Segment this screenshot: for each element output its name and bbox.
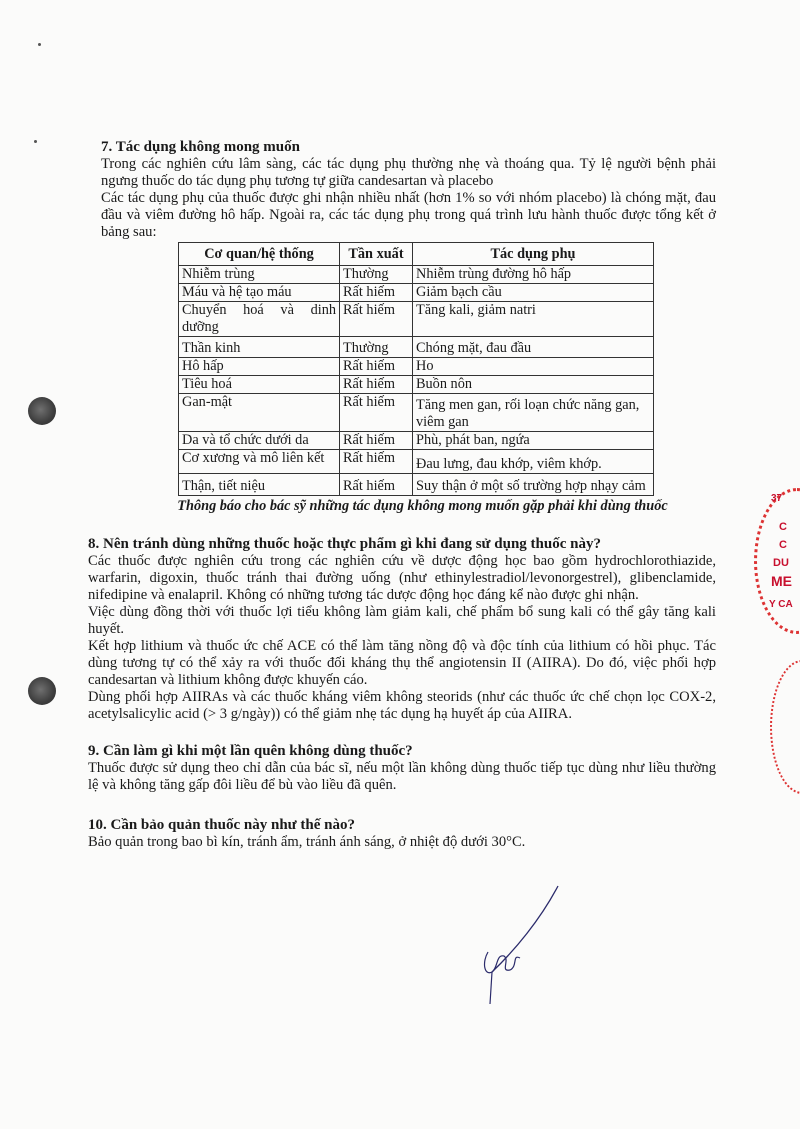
- table-row: [179, 432, 654, 450]
- section-title: 10. Cần bảo quản thuốc này như thế nào?: [88, 817, 355, 833]
- table-cell: Chóng mặt, đau đầu: [413, 337, 654, 358]
- table-cell: Buồn nôn: [413, 376, 654, 394]
- scan-speck: [38, 43, 41, 46]
- column-header: Tác dụng phụ: [413, 243, 654, 266]
- table-cell: Rất hiếm: [340, 284, 413, 302]
- table-caption: Thông báo cho bác sỹ những tác dụng không mong muốn gặp phải khi dùng thuốc: [177, 498, 668, 514]
- punch-hole: [28, 677, 56, 705]
- table-cell: Tiêu hoá: [179, 376, 340, 394]
- section-missed-dose: [88, 742, 716, 794]
- table-cell: Tăng men gan, rối loạn chức năng gan, viêm gan: [413, 394, 654, 432]
- table-cell: Nhiễm trùng: [179, 266, 340, 284]
- table-cell: Da và tổ chức dưới da: [179, 432, 340, 450]
- table-cell: Ho: [413, 358, 654, 376]
- table-cell: Máu và hệ tạo máu: [179, 284, 340, 302]
- paragraph: Bảo quản trong bao bì kín, tránh ẩm, tránh ánh sáng, ở nhiệt độ dưới 30°C.: [88, 834, 526, 850]
- table-cell: Giảm bạch cầu: [413, 284, 654, 302]
- table-cell: Thường: [340, 266, 413, 284]
- table-cell: Đau lưng, đau khớp, viêm khớp.: [413, 450, 654, 474]
- table-cell: Rất hiếm: [340, 432, 413, 450]
- scan-speck: [34, 140, 37, 143]
- stamp-text: DU: [773, 557, 789, 569]
- table-row: [179, 302, 654, 337]
- paragraph: Các thuốc được nghiên cứu trong các nghiên cứu về dược động học bao gồm hydrochlorothiazide, warfarin, digoxin, thuốc tránh thai đường uống (như ethinylestradiol/levonorgestrel), glibenclamide, nifedipine và enalapril. Không có những tương tác dược động học đáng kể nào được ghi nhận.: [88, 553, 716, 603]
- table-cell: Thường: [340, 337, 413, 358]
- table-header-row: [179, 243, 654, 266]
- stamp-text: 37: [771, 493, 783, 504]
- paragraph: Dùng phối hợp AIIRAs và các thuốc kháng viêm không steorids (như các thuốc ức chế chọn lọc COX-2, acetylsalicylic acid (> 3 g/ngày)) có thể giảm nhẹ tác dụng hạ huyết áp của AIIRA.: [88, 689, 716, 722]
- table-cell: Suy thận ở một số trường hợp nhạy cảm: [413, 474, 654, 496]
- paragraph: Kết hợp lithium và thuốc ức chế ACE có thể làm tăng nồng độ và độc tính của lithium có hồi phục. Tác dùng tương tự có thể xảy ra với thuốc đối kháng thụ thể angiotensin II (AIIRA). Do đó, việc phối hợp candesartan và lithium không được khuyến cáo.: [88, 638, 716, 688]
- stamp-text: C: [779, 539, 787, 551]
- paragraph: Trong các nghiên cứu lâm sàng, các tác dụng phụ thường nhẹ và thoáng qua. Tỷ lệ người bệnh phải ngưng thuốc do tác dụng phụ tương tự giữa candesartan và placebo: [101, 156, 716, 189]
- paragraph: Việc dùng đồng thời với thuốc lợi tiểu không làm giảm kali, chế phẩm bổ sung kali có thể gây tăng kali huyết.: [88, 604, 716, 637]
- paragraph: Các tác dụng phụ của thuốc được ghi nhận nhiều nhất (hơn 1% so với nhóm placebo) là chóng mặt, đau đầu và viêm đường hô hấp. Ngoài ra, các tác dụng phụ trong quá trình lưu hành thuốc được tổng kết ở bảng sau:: [101, 190, 716, 240]
- table-cell: Nhiễm trùng đường hô hấp: [413, 266, 654, 284]
- table-cell: Rất hiếm: [340, 302, 413, 337]
- table-cell: Phù, phát ban, ngứa: [413, 432, 654, 450]
- document-content: [88, 138, 716, 851]
- table-cell: Chuyển hoá và dinh dưỡng: [179, 302, 340, 337]
- table-row: [179, 266, 654, 284]
- stamp-text: ME: [771, 573, 792, 589]
- section-storage: [88, 816, 716, 851]
- column-header: Tần xuất: [340, 243, 413, 266]
- side-effects-table: [178, 242, 654, 496]
- table-cell: Gan-mật: [179, 394, 340, 432]
- table-row: [179, 450, 654, 474]
- table-row: [179, 376, 654, 394]
- table-cell: Rất hiếm: [340, 376, 413, 394]
- stamp-text: C: [779, 521, 787, 533]
- section-interactions: [88, 535, 716, 723]
- table-row: [179, 394, 654, 432]
- table-row: [179, 284, 654, 302]
- paragraph: Thuốc được sử dụng theo chỉ dẫn của bác sĩ, nếu một lần không dùng thuốc tiếp tục dùng như liều thường lệ và không tăng gấp đôi liều để bù vào liều đã quên.: [88, 760, 716, 793]
- punch-hole: [28, 397, 56, 425]
- official-stamp: [754, 488, 800, 634]
- table-cell: Hô hấp: [179, 358, 340, 376]
- table-row: [179, 337, 654, 358]
- table-cell: Rất hiếm: [340, 394, 413, 432]
- section-title: 7. Tác dụng không mong muốn: [101, 139, 300, 155]
- official-stamp-partial: [770, 660, 800, 794]
- section-title: 8. Nên tránh dùng những thuốc hoặc thực phẩm gì khi đang sử dụng thuốc này?: [88, 536, 601, 552]
- stamp-text: Y CA: [769, 599, 793, 610]
- table-cell: Thận, tiết niệu: [179, 474, 340, 496]
- handwritten-signature: [470, 880, 580, 1010]
- section-title: 9. Cần làm gì khi một lần quên không dùng thuốc?: [88, 743, 413, 759]
- table-row: [179, 474, 654, 496]
- table-cell: Rất hiếm: [340, 474, 413, 496]
- table-cell: Thần kinh: [179, 337, 340, 358]
- table-cell: Cơ xương và mô liên kết: [179, 450, 340, 474]
- table-row: [179, 358, 654, 376]
- column-header: Cơ quan/hệ thống: [179, 243, 340, 266]
- table-cell: Rất hiếm: [340, 358, 413, 376]
- table-cell: Rất hiếm: [340, 450, 413, 474]
- table-cell: Tăng kali, giảm natri: [413, 302, 654, 337]
- section-side-effects: [88, 138, 716, 515]
